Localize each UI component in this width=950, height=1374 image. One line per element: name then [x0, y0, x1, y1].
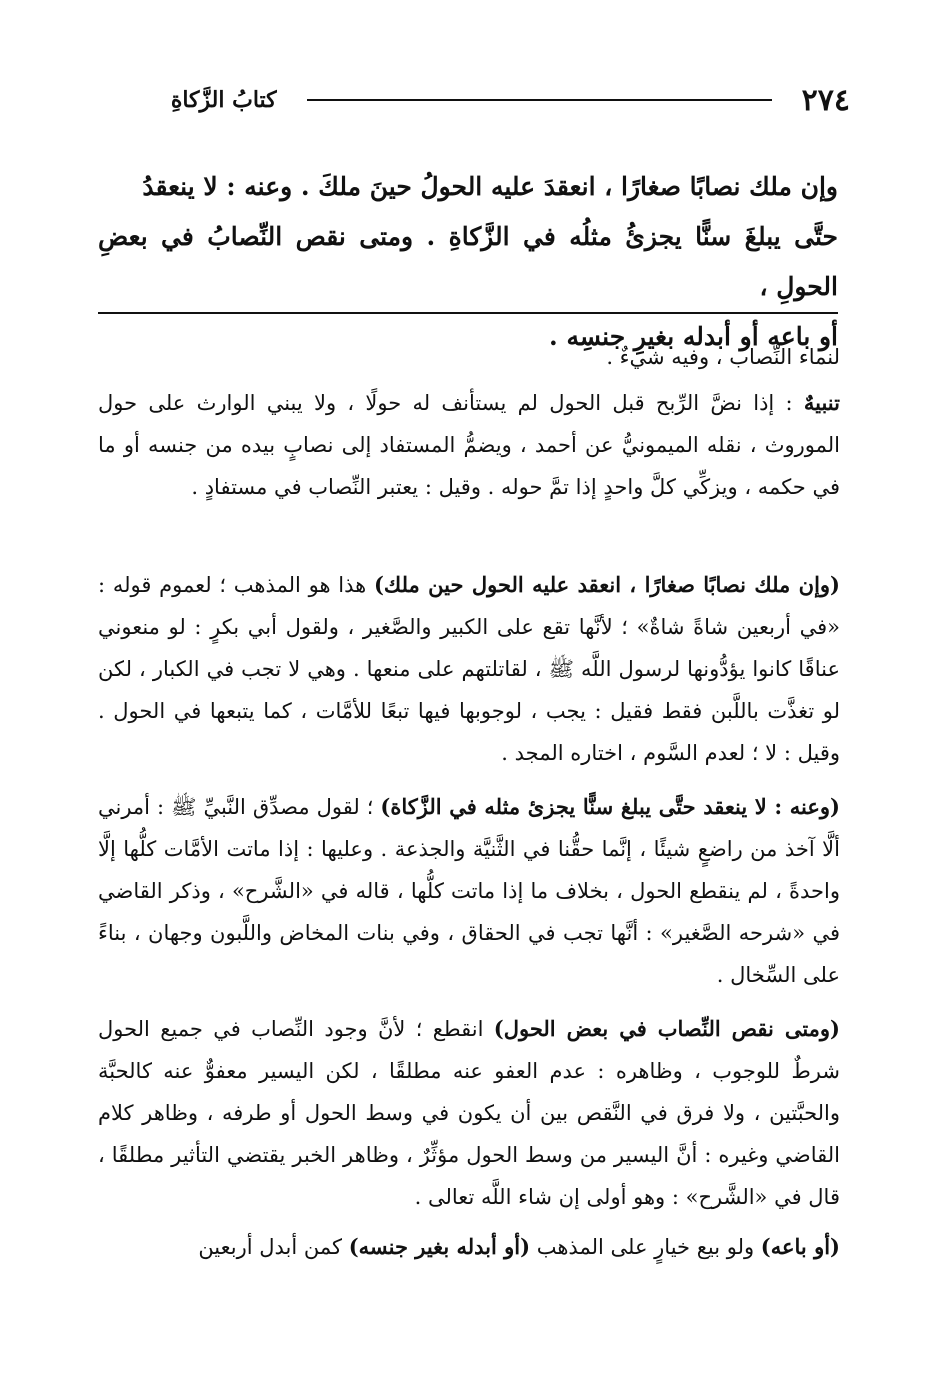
paragraph-text: هذا هو المذهب ؛ لعموم قوله : «في أربعين شاةً شاةٌ» ؛ لأنَّها تقع على الكبير والصَّغير ، ولقول أبي بكرٍ : لو منعوني عناقًا كانوا يؤدُّونها لرسول اللَّه ﷺ ، لقاتلتهم على منعها . وهي لا تجب في الكبار ، لكن لو تغذَّت باللَّبن فقط فقيل : يجب ، لوجوبها فيها تبعًا للأمَّات ، كما يتبعها في الحول . وقيل : لا ؛ لعدم السَّوم ، اختاره المجد .	[98, 573, 840, 765]
matn-line-2: حتَّى يبلغَ سنًّا يجزئُ مثلُه في الزَّكاةِ . ومتى نقص النِّصابُ في بعضِ الحولِ ،	[98, 222, 838, 301]
matn-line-1: وإن ملك نصابًا صغارًا ، انعقدَ عليه الحولُ حينَ ملكَ . وعنه : لا ينعقدُ	[142, 172, 838, 201]
commentary-paragraph-6	[98, 1226, 840, 1268]
paragraph-lemma: (وإن ملك نصابًا صغارًا ، انعقد عليه الحول حين ملك)	[373, 572, 840, 597]
page-number: ٢٧٤	[801, 82, 850, 118]
commentary-paragraph-5	[98, 1008, 840, 1218]
paragraph-text: ولو بيع خيارٍ على المذهب	[530, 1235, 761, 1259]
paragraph-text: لنماء النِّصاب ، وفيه شيءٌ .	[606, 345, 840, 369]
paragraph-text: انقطع ؛ لأنَّ وجود النِّصاب في جميع الحول شرطٌ للوجوب ، وظاهره : عدم العفو عنه مطلقًا ، لكن اليسير معفوٌّ عنه كالحبَّة والحبَّتين ، ولا فرق في النَّقص بين أن يكون في وسط الحول أو طرفه ، وظاهر كلام القاضي وغيره : أنَّ اليسير من وسط الحول مؤثِّرٌ ، وظاهر الخبر يقتضي التأثير مطلقًا ، قال في «الشَّرح» : وهو أولى إن شاء اللَّه تعالى .	[98, 1017, 840, 1209]
paragraph-lemma: تنبيهٌ	[803, 390, 840, 415]
commentary-paragraph-4	[98, 786, 840, 996]
paragraph-lemma: (وعنه : لا ينعقد حتَّى يبلغ سنًّا يجزئ مثله في الزَّكاة)	[380, 794, 840, 819]
running-title: كتابُ الزَّكاةِ	[170, 87, 277, 113]
paragraph-lemma-2: (أو أبدله بغير جنسه)	[348, 1234, 531, 1259]
paragraph-lemma: (أو باعه)	[760, 1234, 840, 1259]
commentary-paragraph-1	[98, 336, 840, 378]
header-rule	[307, 99, 772, 101]
commentary-paragraph-2	[98, 382, 840, 508]
paragraph-text-2: كمن أبدل أربعين	[198, 1235, 349, 1259]
commentary-paragraph-3	[98, 564, 840, 774]
paragraph-text: ؛ لقول مصدِّق النَّبيِّ ﷺ : أمرني ألَّا آخذ من راضعٍ شيئًا ، إنَّما حقُّنا في الثَّنيَّة والجذعة . وعليها : إذا ماتت الأمَّات كلُّها إلَّا واحدةً ، لم ينقطع الحول ، بخلاف ما إذا ماتت كلُّها ، قاله في «الشَّرح» ، وذكر القاضي في «شرحه الصَّغير» : أنَّها تجب في الحقاق ، وفي بنات المخاض واللَّبون وجهان ، بناءً على السِّخال .	[98, 795, 840, 987]
matn-line-3: أو باعه أو أبدله بغيرِ جنسِه .	[549, 322, 838, 351]
matn-separator-rule	[98, 312, 838, 314]
paragraph-text: : إذا نضَّ الرِّبح قبل الحول لم يستأنف له حولًا ، ولا يبني الوارث على حول الموروث ، نقله الميمونيُّ عن أحمد ، ويضمُّ المستفاد إلى نصابٍ بيده من جنسه أو ما في حكمه ، ويزكِّي كلَّ واحدٍ إذا تمَّ حوله . وقيل : يعتبر النِّصاب في مستفادٍ .	[98, 391, 840, 499]
matn-text	[98, 162, 838, 362]
page-header	[90, 80, 850, 120]
paragraph-lemma: (ومتى نقص النِّصاب في بعض الحول)	[493, 1016, 840, 1041]
